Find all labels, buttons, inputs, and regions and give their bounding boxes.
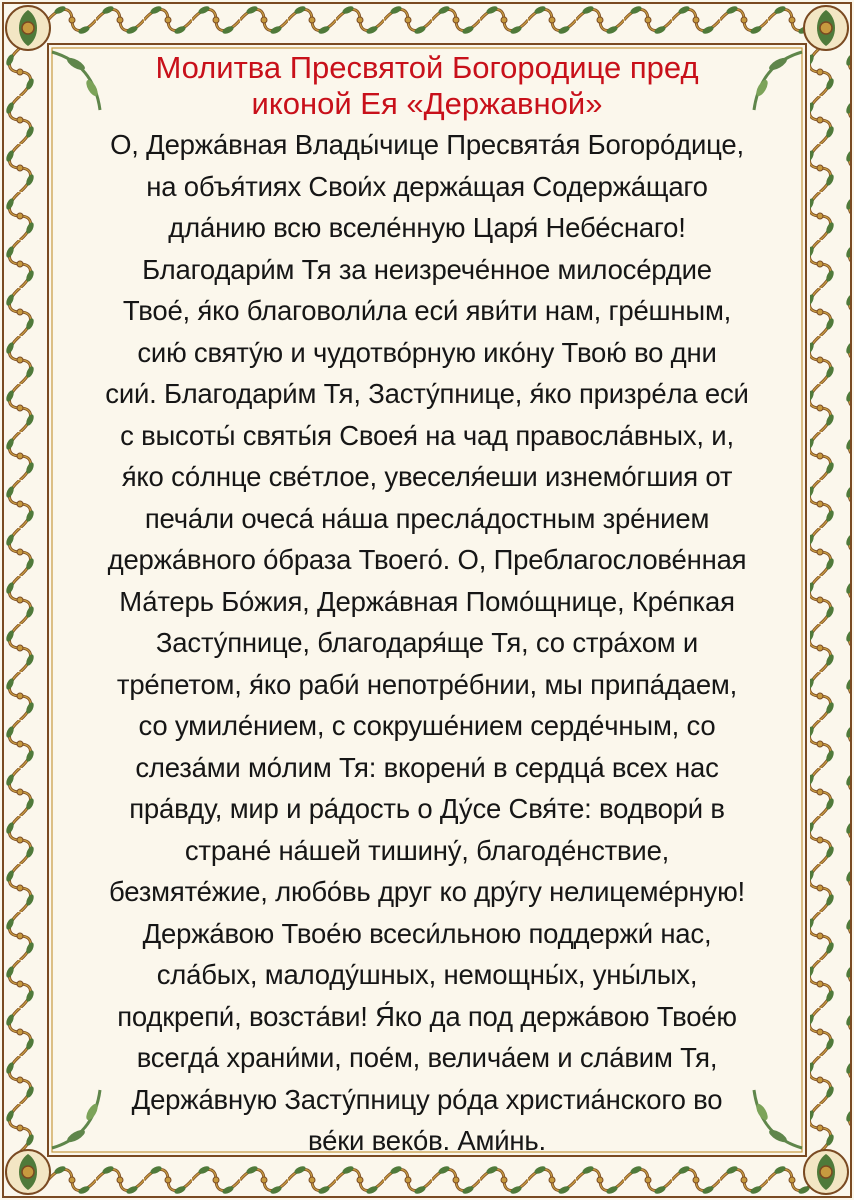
prayer-line: Засту́пнице, благодаря́ще Тя, со стра́хом и xyxy=(155,627,699,658)
corner-ornament-bottom-right xyxy=(804,1150,848,1194)
prayer-line: Держа́вою Твое́ю всеси́льною поддержи́ нас, xyxy=(142,917,712,949)
title-line: иконой Ея «Державной» xyxy=(251,86,603,121)
prayer-line: печа́ли очеса́ на́ша пресла́достным зре́нием xyxy=(144,502,710,534)
prayer-line: с высоты́ святы́я Своея́ на чад правосла́вных, и, xyxy=(120,419,734,451)
prayer-body xyxy=(58,124,796,1162)
prayer-line: Держа́вную Засту́пницу ро́да христиа́нского во xyxy=(131,1083,723,1115)
prayer-line: со умиле́нием, с сокруше́нием серде́чным, со xyxy=(138,710,716,741)
prayer-line: безмяте́жие, любо́вь друг ко дру́гу нелицеме́рную! xyxy=(109,876,745,907)
prayer-line: ве́ки веко́в. Ами́нь. xyxy=(308,1125,546,1156)
corner-ornament-top-left xyxy=(6,6,50,50)
prayer-line: О, Держа́вная Влады́чице Пресвята́я Богоро́дице, xyxy=(110,129,744,160)
prayer-line: Благодари́м Тя за неизрече́нное милосе́рдие xyxy=(142,253,712,285)
prayer-line: сла́бых, малоду́шных, немощны́х, уны́лых, xyxy=(156,959,698,990)
corner-ornament-bottom-left xyxy=(6,1150,50,1194)
prayer-line: Твое́, я́ко благоволи́ла еси́ яви́ти нам, гре́шным, xyxy=(122,295,732,326)
prayer-line: на объя́тиях Свои́х держа́щая Содержа́щаго xyxy=(146,170,708,202)
title-line: Молитва Пресвятой Богородице пред xyxy=(155,50,699,85)
frame-bottom-band xyxy=(44,1156,810,1196)
prayer-line: тре́петом, я́ко раби́ непотре́бнии, мы припа́даем, xyxy=(116,668,738,700)
prayer-line: Ма́терь Бо́жия, Держа́вная Помо́щнице, Кре́пкая xyxy=(119,585,735,617)
prayer-line: стране́ на́шей тишину́, благоде́нствие, xyxy=(184,834,670,866)
prayer-content xyxy=(58,50,796,1162)
frame-left-band xyxy=(4,44,44,1156)
prayer-line: слеза́ми мо́лим Тя: вкорени́ в сердца́ всех нас xyxy=(135,751,719,783)
prayer-line: держа́вного о́браза Твоего́. О, Преблагослове́нная xyxy=(107,544,747,575)
prayer-line: сию́ святу́ю и чудотво́рную ико́ну Твою́ во дни xyxy=(137,336,717,368)
corner-ornament-top-right xyxy=(804,6,848,50)
prayer-line: сии́. Благодари́м Тя, Засту́пнице, я́ко призре́ла еси́ xyxy=(105,378,749,409)
prayer-line: пра́вду, мир и ра́дость о Ду́се Свя́те: водвори́ в xyxy=(129,793,725,824)
prayer-line: подкрепи́, возста́ви! Я́ко да под держа́вою Твое́ю xyxy=(117,1000,737,1032)
frame-right-band xyxy=(810,44,850,1156)
prayer-line: я́ко со́лнце све́тлое, увеселя́еши изнемо́гшия от xyxy=(121,461,733,492)
prayer-title xyxy=(58,50,796,122)
frame-top-band xyxy=(44,4,810,44)
prayer-line: дла́нию всю вселе́нную Царя́ Небе́снаго! xyxy=(168,212,686,243)
prayer-line: всегда́ храни́ми, пое́м, велича́ем и сла́вим Тя, xyxy=(136,1042,718,1073)
